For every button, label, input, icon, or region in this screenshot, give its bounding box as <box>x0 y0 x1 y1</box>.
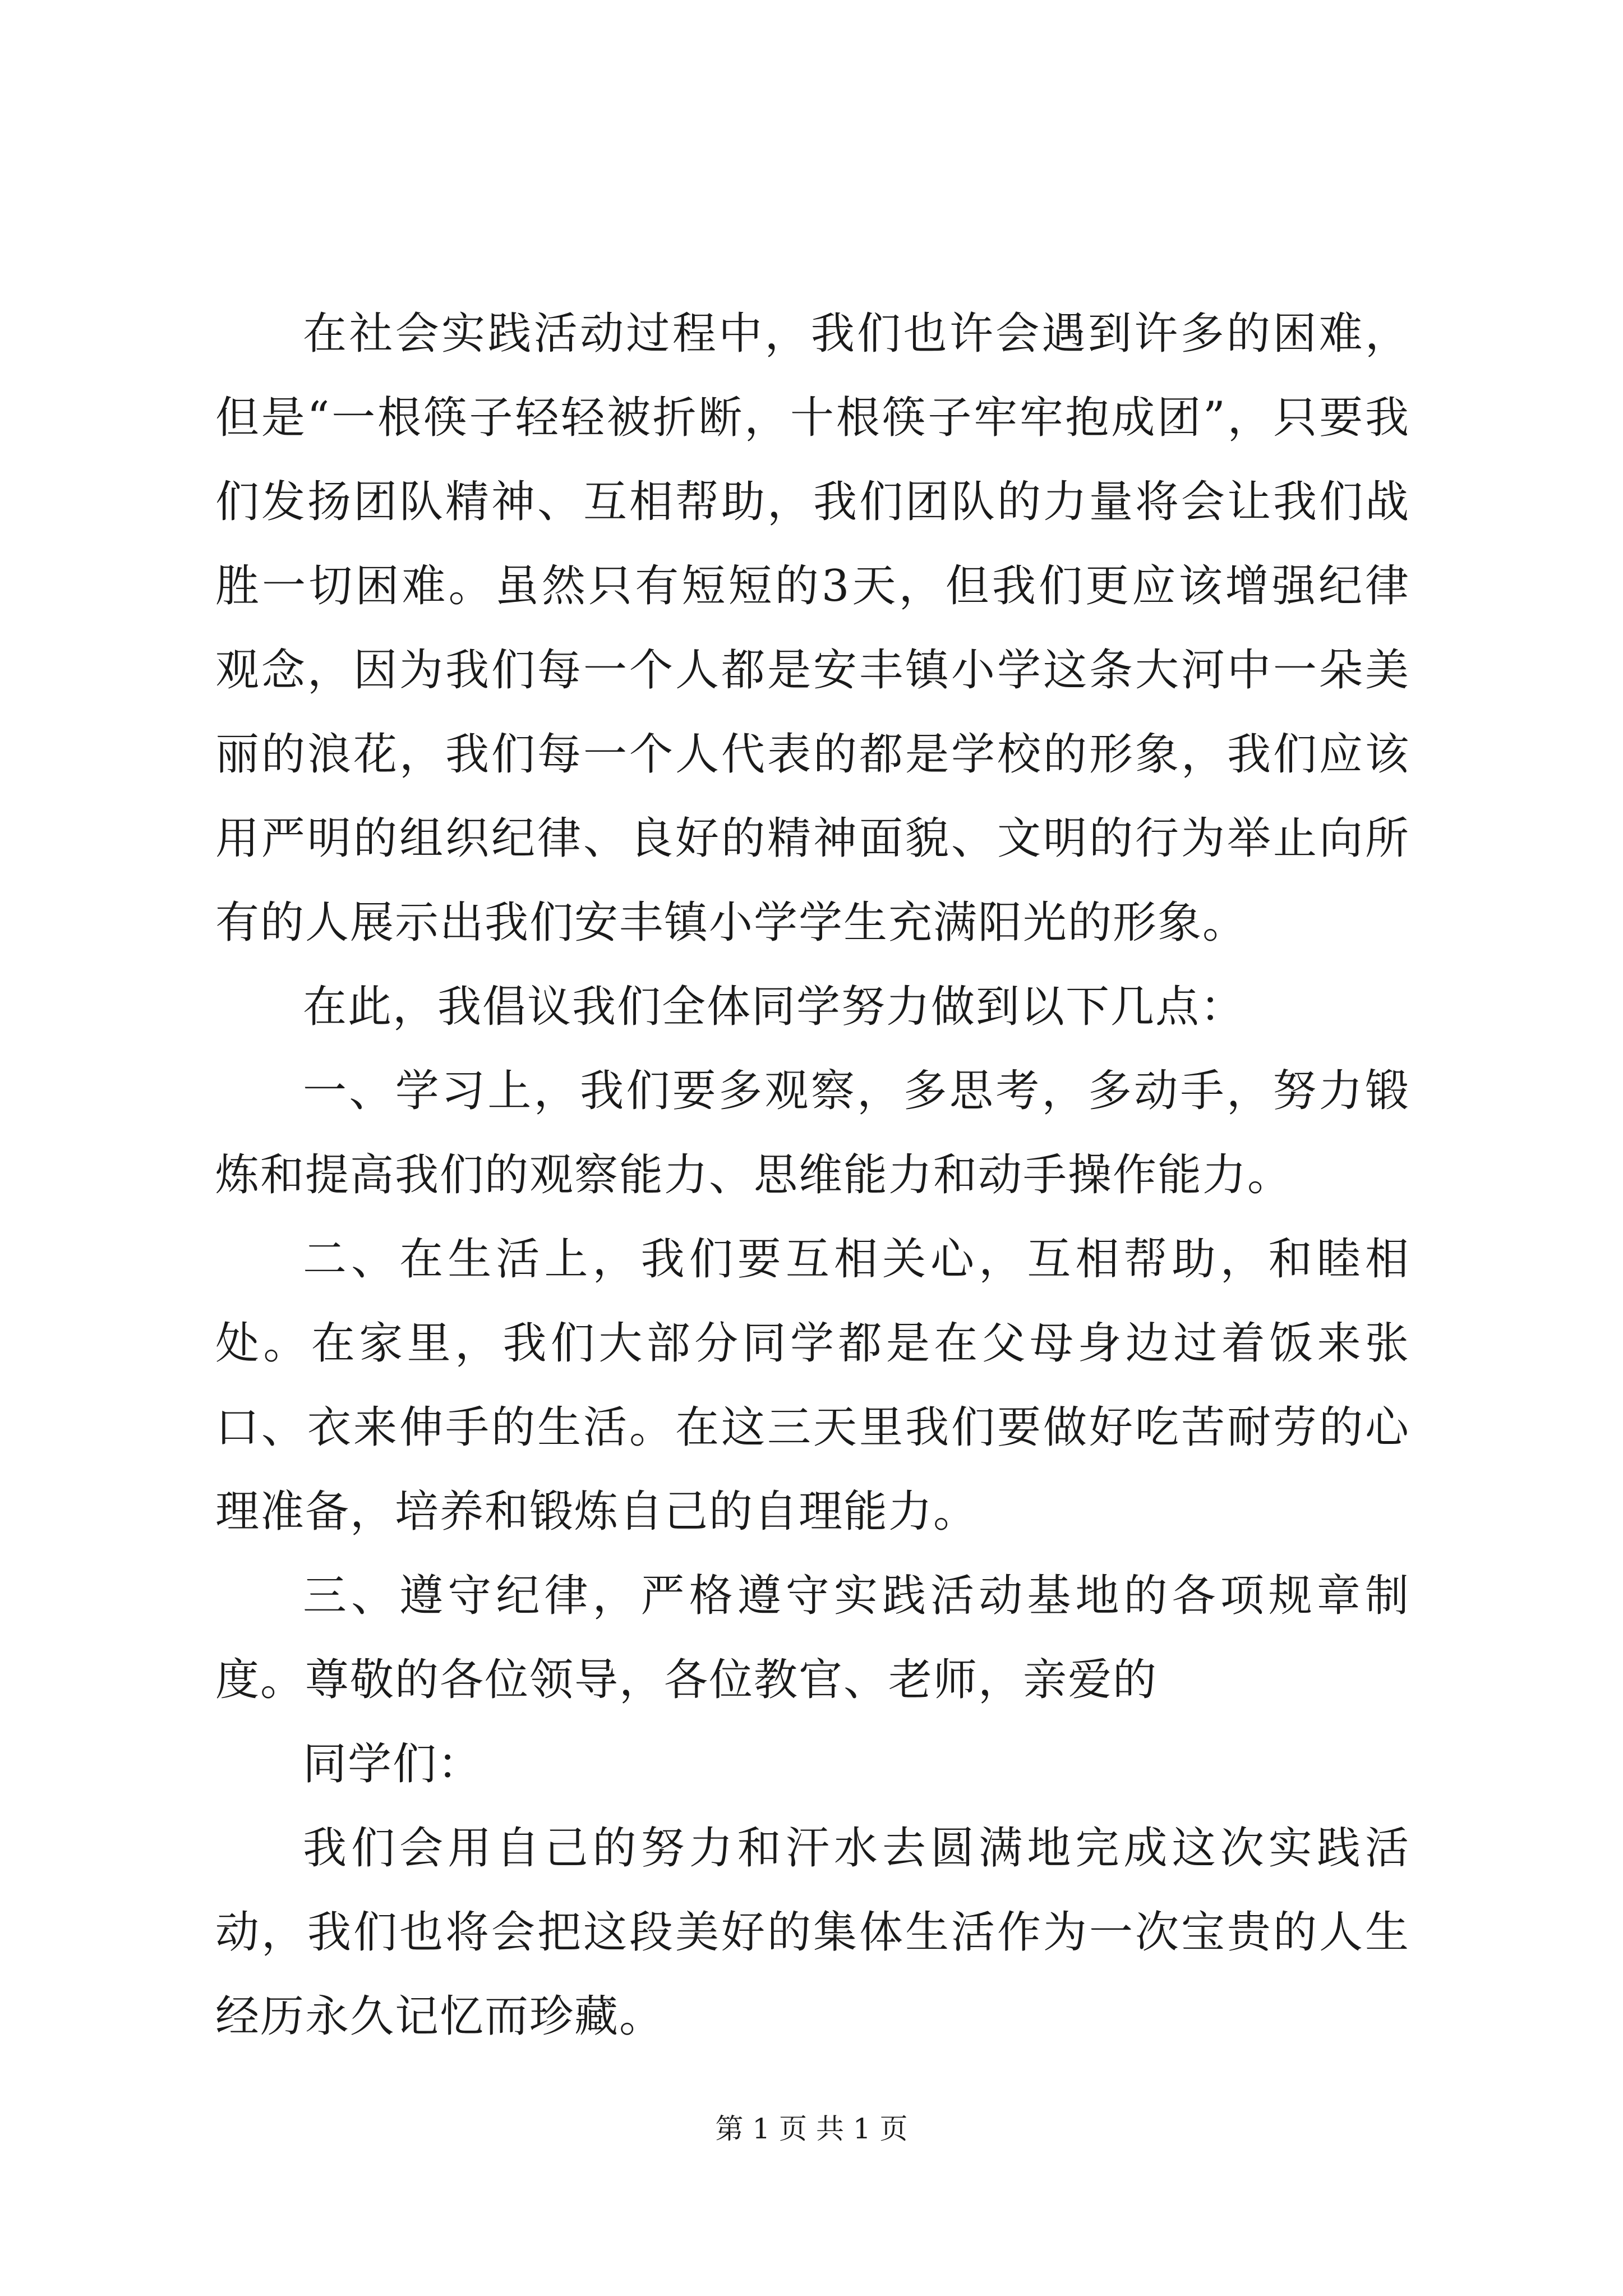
paragraph-salutation: 同学们： <box>303 1739 483 1789</box>
paragraph-point-discipline: 三、遵守纪律，严格遵守实践活动基地的各项规章制度。尊敬的各位领导，各位教官、老师，亲爱的 <box>215 1571 1410 1705</box>
paragraph-practice-difficulties: 在社会实践活动过程中，我们也许会遇到许多的困难，但是“一根筷子轻轻被折断，十根筷子牢牢抱成团”，只要我们发扬团队精神、互相帮助，我们团队的力量将会让我们战胜一切困难。虽然只有短短的3天，但我们更应该增强纪律观念，因为我们每一个人都是安丰镇小学这条大河中一朵美丽的浪花，我们每一个人代表的都是学校的形象，我们应该用严明的组织纪律、良好的精神面貌、文明的行为举止向所有的人展示出我们安丰镇小学学生充满阳光的形象。 <box>215 309 1410 948</box>
paragraph-point-study: 一、学习上，我们要多观察，多思考，多动手，努力锻炼和提高我们的观察能力、思维能力和动手操作能力。 <box>215 1066 1410 1200</box>
paragraph-proposal-intro: 在此，我倡议我们全体同学努力做到以下几点： <box>303 982 1246 1032</box>
paragraph-closing: 我们会用自己的努力和汗水去圆满地完成这次实践活动，我们也将会把这段美好的集体生活作为一次宝贵的人生经历永久记忆而珍藏。 <box>215 1823 1410 2042</box>
page-number-footer: 第 1 页 共 1 页 <box>715 2113 908 2145</box>
document-body <box>215 292 1410 2059</box>
paragraph-point-life: 二、在生活上，我们要互相关心，互相帮助，和睦相处。在家里，我们大部分同学都是在父母身边过着饭来张口、衣来伸手的生活。在这三天里我们要做好吃苦耐劳的心理准备，培养和锻炼自己的自理能力。 <box>215 1234 1410 1537</box>
